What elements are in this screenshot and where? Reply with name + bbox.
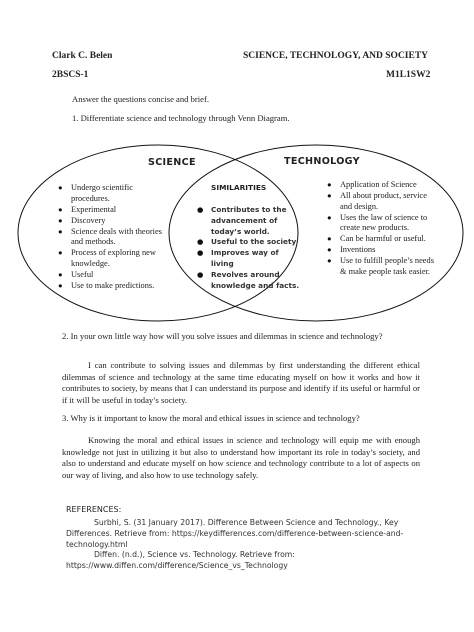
student-section: 2BSCS-1 [52,70,89,80]
student-name: Clark C. Belen [52,51,113,61]
science-item: ● Undergo scientific procedures. [58,183,166,204]
question-1: 1. Differentiate science and technology through Venn Diagram. [72,113,290,123]
science-item: ● Use to make predictions. [58,281,166,292]
technology-list [327,180,439,278]
similarity-item: ● Contributes to the advancement of today’s world. [197,205,303,237]
technology-item: ● Use to fulfill people’s needs & make people task easier. [327,256,439,277]
technology-title: TECHNOLOGY [284,156,360,167]
course-code: M1L1SW2 [386,70,431,80]
technology-item: ● Application of Science [327,180,439,191]
question-2: 2. In your own little way how will you solve issues and dilemmas in science and technology? [62,331,383,341]
instruction: Answer the questions concise and brief. [72,94,209,104]
technology-item: ● All about product, service and design. [327,191,439,212]
technology-item: ● Inventions [327,245,439,256]
similarity-item: ● Improves way of living [197,248,303,270]
question-3: 3. Why is it important to know the moral and ethical issues in science and technology? [62,413,360,423]
similarities-list [197,205,303,291]
technology-item: ● Uses the law of science to create new products. [327,213,439,234]
course-title: SCIENCE, TECHNOLOGY, AND SOCIETY [243,51,429,61]
science-item: ● Experimental [58,205,166,216]
science-list [58,183,166,292]
similarity-item: ● Revolves around knowledge and facts. [197,270,303,292]
science-item: ● Useful [58,270,166,281]
science-title: SCIENCE [148,157,196,168]
reference-2: Diffen. (n.d.), Science vs. Technology. Retrieve from: https://www.diffen.com/difference/Science_vs_Technology [66,550,295,570]
technology-item: ● Can be harmful or useful. [327,234,439,245]
references-title: REFERENCES: [66,505,122,514]
answer-2: I can contribute to solving issues and dilemmas by first understanding the different ethical dilemmas of science and technology at the same time educating myself on how it works and how it contributes to society, by means that I can understand its purpose and identify if its useful or harmful or if it will be useful in today’s society. [62,360,420,405]
science-item: ● Process of exploring new knowledge. [58,248,166,269]
science-item: ● Science deals with theories and methods. [58,227,166,248]
similarity-item: ● Useful to the society [197,237,303,248]
science-item: ● Discovery [58,216,166,227]
similarities-title: SIMILARITIES [211,183,267,192]
reference-1: Surbhi, S. (31 January 2017). Difference Between Science and Technology., Key Differences. Retrieve from: https://keydifferences.com/difference-between-science-and-technology.html [66,518,404,549]
answer-3: Knowing the moral and ethical issues in science and technology will equip me with enough knowledge not just in utilizing it but also to understand how important its role in today’s society, and also to understand and educate myself on how science and technology contribute to a lot of aspects on our way of living, and also how to use technology safely. [62,435,420,480]
